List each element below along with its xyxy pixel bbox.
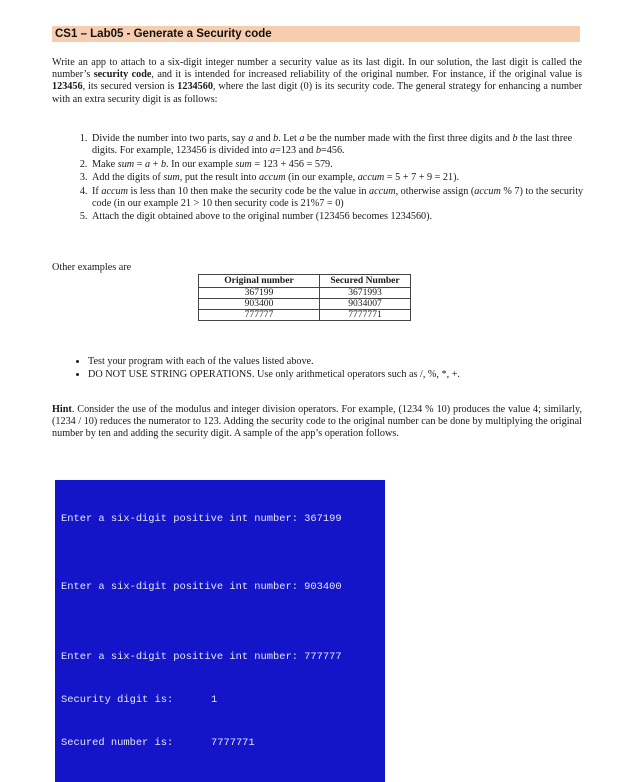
step-item: 2. Make sum = a + b. In our example sum = 123 + 456 = 579. bbox=[90, 159, 590, 171]
page-title: CS1 – Lab05 - Generate a Security code bbox=[52, 26, 580, 42]
step-item: 5. Attach the digit obtained above to the original number (123456 becomes 1234560). bbox=[90, 211, 590, 223]
intro-paragraph bbox=[52, 57, 582, 106]
table-cell: 9034007 bbox=[320, 299, 411, 310]
table-row bbox=[199, 310, 411, 321]
table-cell: 367199 bbox=[199, 288, 320, 299]
intro-bold-value: 123456 bbox=[52, 81, 83, 93]
console-label: Security digit is: bbox=[61, 694, 174, 707]
console-value: 7777771 bbox=[211, 736, 255, 749]
hint-paragraph bbox=[52, 404, 582, 441]
bullet-list bbox=[74, 355, 578, 381]
table-header: Secured Number bbox=[320, 275, 411, 288]
hint-label: Hint bbox=[52, 404, 72, 415]
bullet-item: • DO NOT USE STRING OPERATIONS. Use only arithmetical operators such as /, %, *, +. bbox=[88, 368, 578, 381]
table-header-row bbox=[199, 275, 411, 288]
intro-bold-term: security code bbox=[93, 69, 152, 81]
intro-text: , its secured version is bbox=[82, 81, 178, 93]
step-item: 4. If accum is less than 10 then make the security code be the value in accum, otherwise assign (accum % 7) to the security code (in our example 21 > 10 then security code is 21%7 = 0) bbox=[90, 186, 590, 211]
table-cell: 3671993 bbox=[320, 288, 411, 299]
step-item: 1. Divide the number into two parts, say a and b. Let a be the number made with the first three digits and b the last three digits. For example, 123456 is divided into a=123 and b=456. bbox=[90, 133, 590, 158]
bullet-item: • Test your program with each of the values listed above. bbox=[88, 355, 578, 368]
intro-text: , and it is intended for increased reliability of the original number. For instance, if the original value is bbox=[151, 69, 583, 81]
table-cell: 903400 bbox=[199, 299, 320, 310]
table-cell: 777777 bbox=[199, 310, 320, 321]
table-row bbox=[199, 288, 411, 299]
console-label: Secured number is: bbox=[61, 736, 174, 749]
hint-text: . Consider the use of the modulus and integer division operators. For example, (1234 % 10) produces the value 4; similarly, (1234 / 10) reduces the numerator to 123. Adding the security code to the original number can be done by multiplying the original number by ten and adding the security digit. A sample of the app’s operation follows. bbox=[52, 404, 582, 440]
examples-table bbox=[198, 274, 411, 321]
other-examples-label: Other examples are bbox=[52, 262, 132, 273]
table-cell: 7777771 bbox=[320, 310, 411, 321]
table-row bbox=[199, 299, 411, 310]
steps-list bbox=[70, 133, 590, 225]
intro-text: Write an app to attach to a six-digit integer number a security value as its last digit. In our solution, the last digit is called the number’s bbox=[52, 57, 582, 81]
console-value: 1 bbox=[211, 694, 218, 707]
console-prompt: Enter a six-digit positive int number: 903400 bbox=[61, 581, 342, 594]
intro-bold-value: 1234560 bbox=[177, 81, 213, 93]
console-output-3 bbox=[55, 618, 385, 782]
console-prompt: Enter a six-digit positive int number: 367199 bbox=[61, 513, 342, 526]
console-prompt: Enter a six-digit positive int number: 777777 bbox=[61, 651, 342, 664]
step-item: 3. Add the digits of sum, put the result into accum (in our example, accum = 5 + 7 + 9 = 21). bbox=[90, 172, 590, 184]
table-header: Original number bbox=[199, 275, 320, 288]
intro-text: , where the last digit (0) is its security code. The general strategy for enhancing a number with an extra security digit is as follows: bbox=[52, 81, 583, 105]
